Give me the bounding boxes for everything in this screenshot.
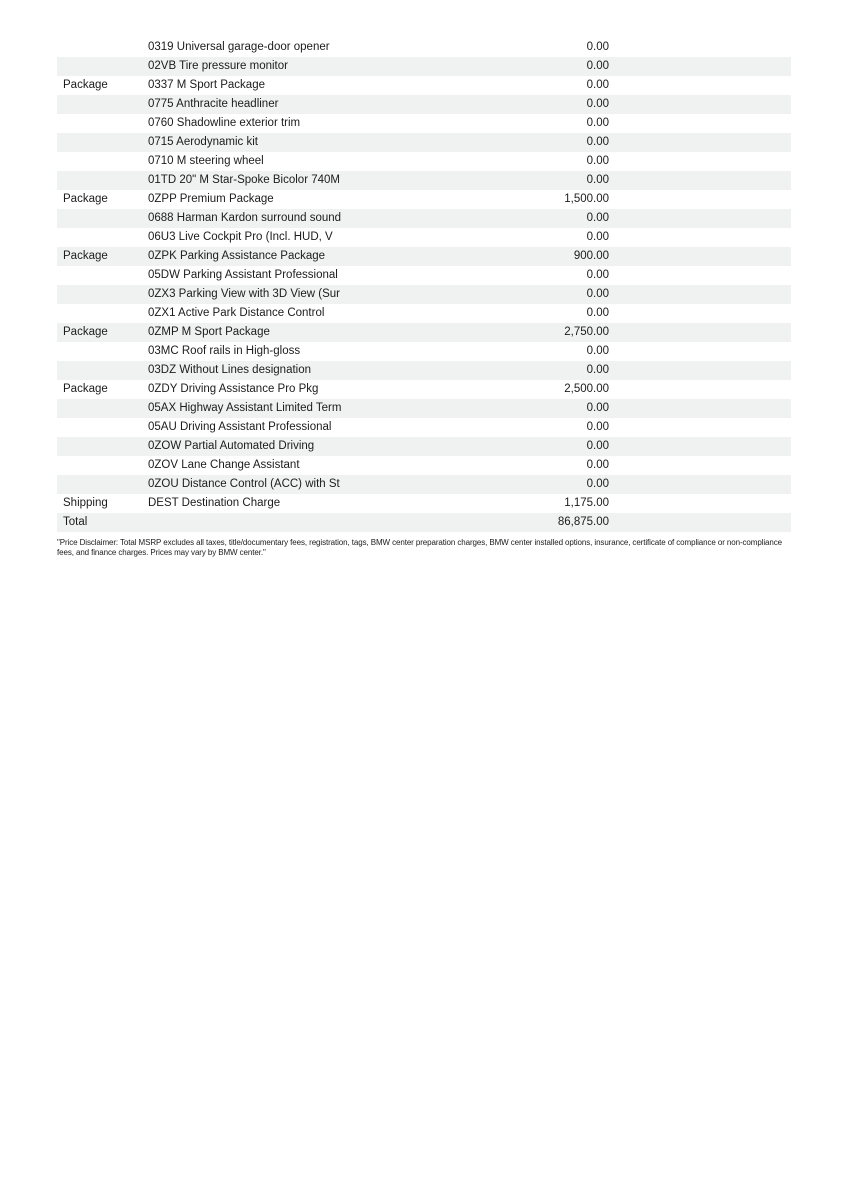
category-cell — [57, 57, 148, 76]
row-spacer — [609, 247, 791, 266]
table-row — [57, 95, 791, 114]
category-cell: Package — [63, 79, 108, 91]
table-row — [57, 152, 791, 171]
item-cell: 0ZOU Distance Control (ACC) with St — [148, 478, 340, 490]
table-row — [57, 361, 791, 380]
item-cell: DEST Destination Charge — [148, 497, 281, 509]
item-cell: 0715 Aerodynamic kit — [148, 136, 258, 148]
table-row — [57, 190, 791, 209]
category-cell — [57, 475, 148, 494]
item-cell: 0ZOW Partial Automated Driving — [148, 440, 315, 452]
item-cell: 0ZOV Lane Change Assistant — [148, 459, 300, 471]
row-spacer — [609, 76, 791, 95]
price-cell: 2,500.00 — [564, 383, 609, 395]
table-row — [57, 171, 791, 190]
price-disclaimer: "Price Disclaimer: Total MSRP excludes all taxes, title/documentary fees, registration, tags, BMW center preparation charges, BMW center installed options, insurance, certificate of compliance or non-compliance fees, and finance charges. Prices may vary by BMW center." — [57, 538, 782, 557]
category-cell — [57, 361, 148, 380]
row-spacer — [609, 285, 791, 304]
row-spacer — [609, 38, 791, 57]
table-row — [57, 247, 791, 266]
row-spacer — [609, 456, 791, 475]
price-cell: 0.00 — [586, 136, 609, 148]
item-cell: 0ZX1 Active Park Distance Control — [148, 307, 325, 319]
category-cell — [57, 399, 148, 418]
row-spacer — [609, 114, 791, 133]
row-spacer — [609, 418, 791, 437]
price-cell: 0.00 — [586, 60, 609, 72]
row-spacer — [609, 95, 791, 114]
category-cell — [57, 133, 148, 152]
category-cell — [57, 38, 148, 57]
table-row — [57, 437, 791, 456]
table-row — [57, 76, 791, 95]
category-cell: Total — [63, 516, 88, 528]
price-cell: 0.00 — [586, 440, 609, 452]
price-cell: 0.00 — [586, 174, 609, 186]
table-row — [57, 380, 791, 399]
price-cell: 0.00 — [586, 117, 609, 129]
row-spacer — [609, 228, 791, 247]
table-row — [57, 418, 791, 437]
price-cell: 86,875.00 — [557, 516, 609, 528]
price-cell: 0.00 — [586, 41, 609, 53]
price-cell: 0.00 — [586, 421, 609, 433]
item-cell — [148, 513, 464, 532]
item-cell: 0688 Harman Kardon surround sound — [148, 212, 342, 224]
category-cell: Package — [63, 193, 108, 205]
table-row — [57, 57, 791, 76]
price-cell: 0.00 — [586, 231, 609, 243]
item-cell: 01TD 20" M Star-Spoke Bicolor 740M — [148, 174, 340, 186]
row-spacer — [609, 209, 791, 228]
table-row — [57, 513, 791, 532]
category-cell — [57, 418, 148, 437]
price-cell: 0.00 — [586, 288, 609, 300]
table-row — [57, 342, 791, 361]
category-cell — [57, 228, 148, 247]
category-cell: Package — [63, 383, 108, 395]
item-cell: 05AX Highway Assistant Limited Term — [148, 402, 342, 414]
category-cell — [57, 285, 148, 304]
category-cell — [57, 152, 148, 171]
table-row — [57, 38, 791, 57]
table-row — [57, 285, 791, 304]
price-cell: 0.00 — [586, 155, 609, 167]
table-row — [57, 114, 791, 133]
row-spacer — [609, 133, 791, 152]
category-cell: Shipping — [63, 497, 108, 509]
table-row — [57, 475, 791, 494]
category-cell — [57, 114, 148, 133]
row-spacer — [609, 304, 791, 323]
row-spacer — [609, 380, 791, 399]
row-spacer — [609, 361, 791, 380]
price-cell: 0.00 — [586, 402, 609, 414]
row-spacer — [609, 437, 791, 456]
item-cell: 03MC Roof rails in High-gloss — [148, 345, 301, 357]
price-cell: 0.00 — [586, 345, 609, 357]
price-cell: 1,500.00 — [564, 193, 609, 205]
row-spacer — [609, 190, 791, 209]
price-cell: 0.00 — [586, 307, 609, 319]
category-cell: Package — [63, 326, 108, 338]
item-cell: 05DW Parking Assistant Professional — [148, 269, 338, 281]
item-cell: 0775 Anthracite headliner — [148, 98, 279, 110]
category-cell — [57, 437, 148, 456]
item-cell: 0760 Shadowline exterior trim — [148, 117, 301, 129]
price-cell: 0.00 — [586, 478, 609, 490]
item-cell: 03DZ Without Lines designation — [148, 364, 312, 376]
price-cell: 0.00 — [586, 212, 609, 224]
row-spacer — [609, 57, 791, 76]
item-cell: 0ZMP M Sport Package — [148, 326, 270, 338]
item-cell: 0ZPK Parking Assistance Package — [148, 250, 326, 262]
item-cell: 06U3 Live Cockpit Pro (Incl. HUD, V — [148, 231, 333, 243]
item-cell: 02VB Tire pressure monitor — [148, 60, 288, 72]
category-cell — [57, 342, 148, 361]
item-cell: 05AU Driving Assistant Professional — [148, 421, 332, 433]
category-cell — [57, 304, 148, 323]
table-row — [57, 304, 791, 323]
row-spacer — [609, 171, 791, 190]
price-cell: 0.00 — [586, 459, 609, 471]
row-spacer — [609, 494, 791, 513]
row-spacer — [609, 513, 791, 532]
category-cell — [57, 266, 148, 285]
row-spacer — [609, 342, 791, 361]
item-cell: 0ZX3 Parking View with 3D View (Sur — [148, 288, 340, 300]
item-cell: 0319 Universal garage-door opener — [148, 41, 330, 53]
row-spacer — [609, 323, 791, 342]
price-cell: 900.00 — [573, 250, 609, 262]
price-cell: 0.00 — [586, 364, 609, 376]
row-spacer — [609, 152, 791, 171]
item-cell: 0ZPP Premium Package — [148, 193, 274, 205]
row-spacer — [609, 266, 791, 285]
row-spacer — [609, 475, 791, 494]
table-row — [57, 133, 791, 152]
price-cell: 2,750.00 — [564, 326, 609, 338]
table-row — [57, 399, 791, 418]
category-cell: Package — [63, 250, 108, 262]
item-cell: 0ZDY Driving Assistance Pro Pkg — [148, 383, 319, 395]
table-row — [57, 209, 791, 228]
category-cell — [57, 95, 148, 114]
options-pricing-table — [57, 38, 791, 532]
table-row — [57, 266, 791, 285]
item-cell: 0710 M steering wheel — [148, 155, 264, 167]
table-row — [57, 456, 791, 475]
category-cell — [57, 456, 148, 475]
price-cell: 0.00 — [586, 79, 609, 91]
category-cell — [57, 171, 148, 190]
price-cell: 0.00 — [586, 269, 609, 281]
table-row — [57, 228, 791, 247]
category-cell — [57, 209, 148, 228]
row-spacer — [609, 399, 791, 418]
table-row — [57, 323, 791, 342]
table-row — [57, 494, 791, 513]
item-cell: 0337 M Sport Package — [148, 79, 265, 91]
price-cell: 0.00 — [586, 98, 609, 110]
price-cell: 1,175.00 — [564, 497, 609, 509]
